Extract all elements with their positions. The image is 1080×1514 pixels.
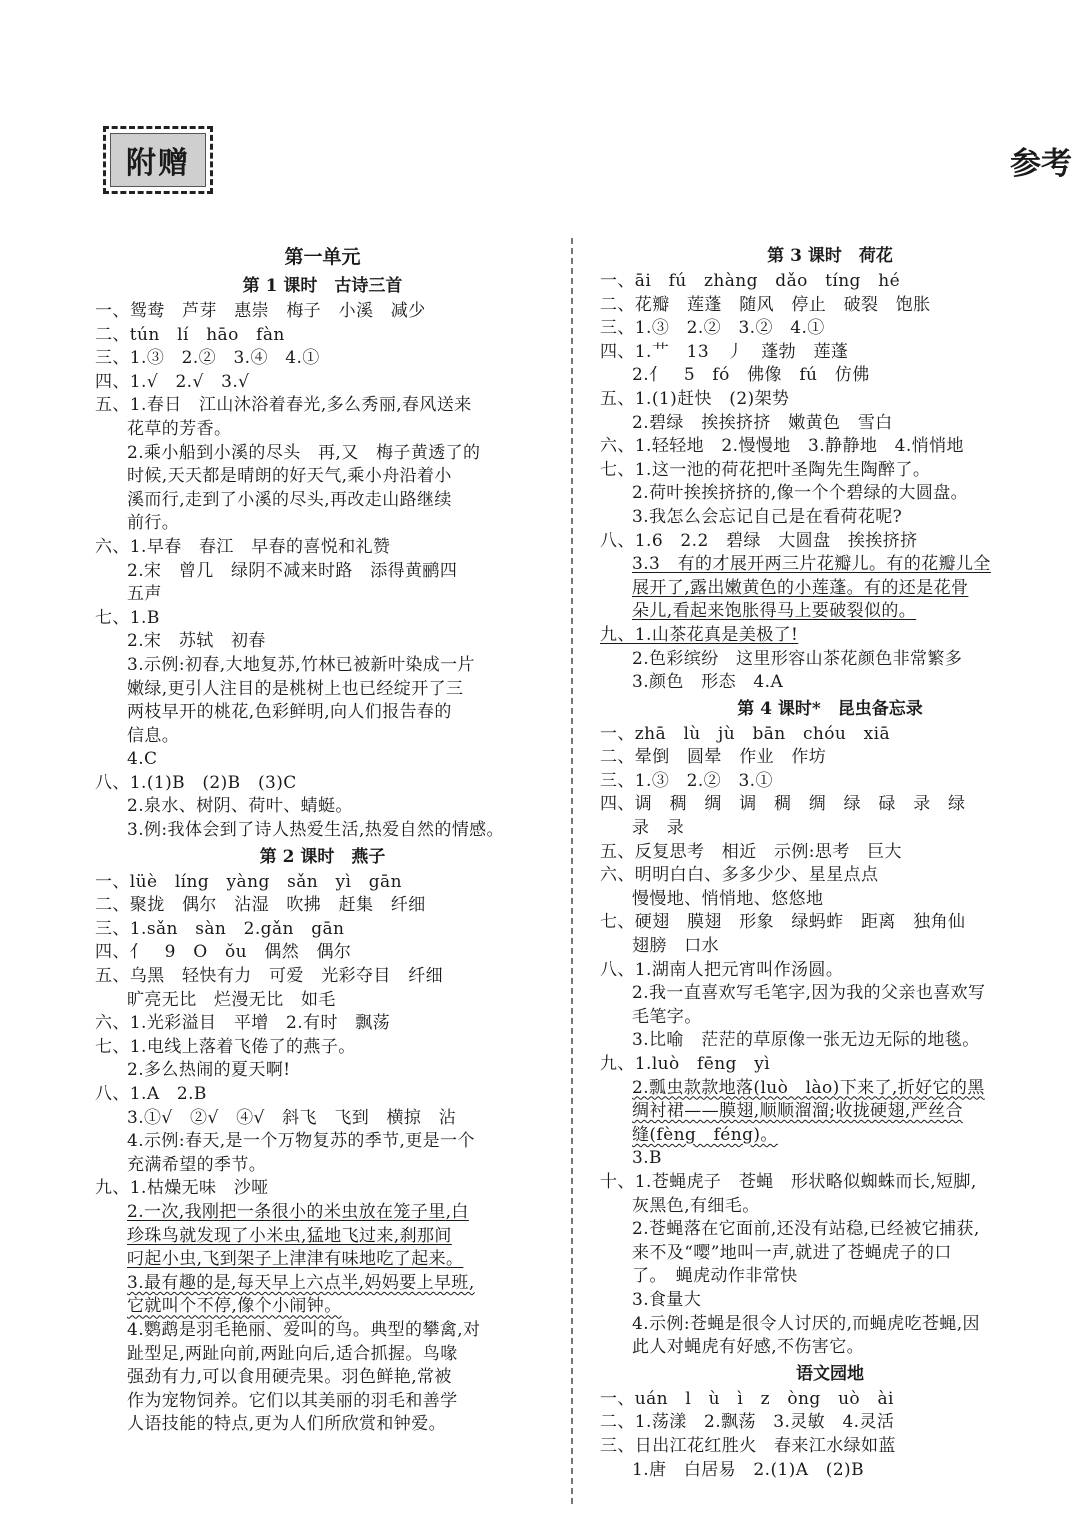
- answer-line: 信息。: [127, 725, 180, 746]
- answer-line: 八、1.6 2.2 碧绿 大圆盘 挨挨挤挤: [600, 530, 918, 551]
- answer-line: 七、1.B: [95, 607, 160, 628]
- underlined-answer: 珍珠鸟就发现了小米虫,猛地飞过来,刹那间: [127, 1225, 452, 1246]
- column-divider: [571, 238, 573, 1504]
- underlined-answer: 3.3 有的才展开两三片花瓣儿。有的花瓣儿全: [632, 554, 991, 575]
- answer-line: 八、1.A 2.B: [95, 1084, 207, 1104]
- wavy-underlined-answer: 2.瓢虫款款地落(luò lào)下来了,折好它的黑: [632, 1077, 985, 1098]
- answer-line: 两枝早开的桃花,色彩鲜明,向人们报告春的: [127, 702, 452, 723]
- answer-line: 4.示例:春天,是一个万物复苏的季节,更是一个: [127, 1131, 475, 1152]
- answer-line: 二、聚拢 偶尔 沾湿 吹拂 赶集 纤细: [95, 895, 426, 916]
- answer-line: 了。 蝇虎动作非常快: [632, 1266, 798, 1287]
- appendix-badge: [103, 126, 213, 194]
- answer-line: [95, 1201, 550, 1225]
- answer-line: 四、1.√ 2.√ 3.√: [95, 371, 250, 392]
- answer-line: 趾型足,两趾向前,两趾向后,适合抓握。鸟喙: [127, 1343, 458, 1364]
- answer-line: 3.我怎么会忘记自己是在看荷花呢?: [632, 506, 903, 527]
- answer-line: 作为宠物饲养。它们以其美丽的羽毛和善学: [127, 1390, 458, 1411]
- answer-line: 九、1.枯燥无味 沙哑: [95, 1178, 269, 1199]
- answer-line: 一、zhā lù jù bān chóu xiā: [600, 723, 891, 744]
- answer-line: 三、1.③ 2.② 3.①: [600, 770, 773, 791]
- answer-line: 三、1.sǎn sàn 2.gǎn gān: [95, 918, 345, 939]
- answer-line: 一、uán l ù ì z òng uò ài: [600, 1388, 894, 1409]
- answer-line: 四、亻 9 O ǒu 偶然 偶尔: [95, 942, 352, 963]
- answer-line: 四、1.艹 13 丿 蓬勃 莲蓬: [600, 341, 849, 362]
- answer-line: [95, 1295, 550, 1319]
- answer-line: 六、1.轻轻地 2.慢慢地 3.静静地 4.悄悄地: [600, 436, 964, 457]
- answer-line: [95, 1248, 550, 1272]
- answer-line: 2.宋 曾几 绿阴不减来时路 添得黄鹂四: [127, 560, 458, 581]
- answer-line: 三、1.③ 2.② 3.④ 4.①: [95, 348, 320, 369]
- answer-line: 五、1.(1)赶快 (2)架势: [600, 388, 790, 409]
- answer-line: 溪而行,走到了小溪的尽头,再改走山路继续: [127, 489, 452, 510]
- answer-line: 六、明明白白、多多少少、星星点点: [600, 865, 879, 886]
- right-answer-column: [600, 242, 1060, 1482]
- answer-line: 前行。: [127, 513, 180, 534]
- left-answer-column: [95, 242, 550, 1437]
- answer-line: 4.鹦鹉是羽毛艳丽、爱叫的鸟。典型的攀禽,对: [127, 1319, 481, 1340]
- wavy-underlined-answer: 缝(fèng féng)。: [632, 1124, 778, 1145]
- answer-line: 3.B: [632, 1148, 662, 1169]
- answer-line: 2.荷叶挨挨挤挤的,像一个个碧绿的大圆盘。: [632, 483, 969, 504]
- answer-line: 一、āi fú zhàng dǎo tíng hé: [600, 271, 901, 291]
- answer-line: [600, 624, 1060, 648]
- answer-line: 2.亻 5 fó 佛像 fú 仿佛: [632, 365, 870, 386]
- answer-line: 录 录: [632, 818, 685, 839]
- answer-line: 人语技能的特点,更为人们所欣赏和钟爱。: [127, 1414, 447, 1435]
- answer-line: 慢慢地、悄悄地、悠悠地: [632, 888, 824, 909]
- answer-line: [600, 553, 1060, 577]
- answer-line: 八、1.湖南人把元宵叫作汤圆。: [600, 959, 844, 980]
- answer-line: 七、1.这一池的荷花把叶圣陶先生陶醉了。: [600, 459, 931, 480]
- answer-reference-heading: 参考: [1010, 146, 1072, 182]
- answer-line: [600, 577, 1060, 601]
- underlined-answer: 2.一次,我刚把一条很小的米虫放在笼子里,白: [127, 1201, 469, 1222]
- answer-line: 五、反复思考 相近 示例:思考 巨大: [600, 841, 902, 862]
- answer-line: 一、鸳鸯 芦芽 惠崇 梅子 小溪 减少: [95, 301, 426, 321]
- answer-line: 3.示例:初春,大地复苏,竹林已被新叶染成一片: [127, 654, 475, 675]
- answer-line: 二、tún lí hāo fàn: [95, 324, 285, 345]
- lesson-title: 第 2 课时 燕子: [259, 846, 386, 867]
- answer-line: [600, 1077, 1060, 1101]
- answer-line: 4.示例:苍蝇是很令人讨厌的,而蝇虎吃苍蝇,因: [632, 1313, 980, 1334]
- wavy-underlined-answer: 3.最有趣的是,每天早上六点半,妈妈要上早班,: [127, 1272, 475, 1293]
- lesson-title: 语文园地: [796, 1363, 864, 1384]
- answer-line: 3.颜色 形态 4.A: [632, 672, 784, 693]
- answer-line: 1.唐 白居易 2.(1)A (2)B: [632, 1459, 864, 1480]
- answer-line: 充满希望的季节。: [127, 1154, 267, 1175]
- underlined-answer: 展开了,露出嫩黄色的小莲蓬。有的还是花骨: [632, 577, 969, 598]
- answer-line: [95, 1272, 550, 1296]
- lesson-title: 第 4 课时* 昆虫备忘录: [737, 698, 923, 719]
- answer-line: 花草的芳香。: [127, 418, 232, 439]
- answer-line: [600, 600, 1060, 624]
- answer-line: 3.比喻 茫茫的草原像一张无边无际的地毯。: [632, 1030, 980, 1051]
- answer-line: 五、1.春日 江山沐浴着春光,多么秀丽,春风送来: [95, 395, 472, 416]
- answer-line: 2.泉水、树阴、荷叶、蜻蜓。: [127, 796, 353, 817]
- answer-line: 2.乘小船到小溪的尽头 再,又 梅子黄透了的: [127, 442, 481, 463]
- answer-line: [600, 1100, 1060, 1124]
- answer-line: 3.①√ ②√ ④√ 斜飞 飞到 横掠 沾: [127, 1107, 457, 1128]
- answer-line: 五、乌黑 轻快有力 可爱 光彩夺目 纤细: [95, 966, 443, 987]
- answer-line: 一、lüè líng yàng sǎn yì gān: [95, 871, 402, 892]
- answer-line: 八、1.(1)B (2)B (3)C: [95, 772, 297, 793]
- answer-line: 六、1.光彩溢目 平增 2.有时 飘荡: [95, 1013, 391, 1034]
- wavy-underlined-answer: 它就叫个不停,像个小闹钟。: [127, 1296, 342, 1317]
- answer-line: 2.苍蝇落在它面前,还没有站稳,已经被它捕获,: [632, 1219, 980, 1240]
- underlined-answer: 朵儿,看起来饱胀得马上要破裂似的。: [632, 601, 917, 622]
- answer-line: 4.C: [127, 749, 158, 770]
- answer-line: 四、调 稠 绸 调 稠 绸 绿 碌 录 绿: [600, 794, 966, 815]
- answer-line: 时候,天天都是晴朗的好天气,乘小舟沿着小: [127, 466, 452, 487]
- answer-line: 2.色彩缤纷 这里形容山茶花颜色非常繁多: [632, 648, 963, 669]
- answer-line: 2.碧绿 挨挨挤挤 嫩黄色 雪白: [632, 412, 893, 433]
- answer-line: 来不及“嘤”地叫一声,就进了苍蝇虎子的口: [632, 1242, 952, 1263]
- answer-line: 2.我一直喜欢写毛笔字,因为我的父亲也喜欢写: [632, 983, 986, 1004]
- answer-line: 二、1.荡漾 2.飘荡 3.灵敏 4.灵活: [600, 1412, 895, 1433]
- lesson-title: 第 1 课时 古诗三首: [242, 276, 403, 296]
- answer-line: 七、1.电线上落着飞倦了的燕子。: [95, 1036, 356, 1057]
- answer-line: 五声: [127, 584, 162, 605]
- answer-line: 六、1.早春 春江 早春的喜悦和礼赞: [95, 536, 391, 557]
- answer-line: 翅膀 口水: [632, 936, 719, 957]
- answer-line: 旷亮无比 烂漫无比 如毛: [127, 989, 336, 1010]
- answer-line: 此人对蝇虎有好感,不伤害它。: [632, 1337, 865, 1358]
- answer-line: 强劲有力,可以食用硬壳果。羽色鲜艳,常被: [127, 1367, 452, 1388]
- answer-line: 二、晕倒 圆晕 作业 作坊: [600, 747, 827, 768]
- answer-line: 2.宋 苏轼 初春: [127, 631, 266, 652]
- answer-line: 二、花瓣 莲蓬 随风 停止 破裂 饱胀: [600, 294, 931, 315]
- answer-line: 九、1.luò fēng yì: [600, 1054, 771, 1074]
- answer-line: 三、1.③ 2.② 3.② 4.①: [600, 318, 825, 339]
- answer-line: 毛笔字。: [632, 1006, 702, 1027]
- unit-title: 第一单元: [284, 246, 361, 268]
- answer-line: 2.多么热闹的夏天啊!: [127, 1060, 291, 1081]
- answer-line: 嫩绿,更引人注目的是桃树上也已经绽开了三: [127, 678, 464, 699]
- underlined-answer: 叼起小虫,飞到架子上津津有味地吃了起来。: [127, 1249, 464, 1270]
- answer-line: 七、硬翅 膜翅 形象 绿蚂蚱 距离 独角仙: [600, 912, 966, 933]
- appendix-badge-label: 附赠: [110, 133, 206, 187]
- answer-line: [600, 1124, 1060, 1148]
- underlined-answer: 九、1.山茶花真是美极了!: [600, 624, 799, 645]
- answer-line: [95, 1225, 550, 1249]
- wavy-underlined-answer: 绸衬裙——膜翅,顺顺溜溜;收拢硬翅,严丝合: [632, 1101, 963, 1122]
- answer-line: 十、1.苍蝇虎子 苍蝇 形状略似蜘蛛而长,短脚,: [600, 1171, 977, 1192]
- answer-line: 3.例:我体会到了诗人热爱生活,热爱自然的情感。: [127, 820, 504, 841]
- lesson-title: 第 3 课时 荷花: [767, 246, 893, 266]
- answer-line: 灰黑色,有细毛。: [632, 1195, 760, 1216]
- answer-line: 3.食量大: [632, 1289, 702, 1310]
- answer-line: 三、日出江花红胜火 春来江水绿如蓝: [600, 1435, 896, 1456]
